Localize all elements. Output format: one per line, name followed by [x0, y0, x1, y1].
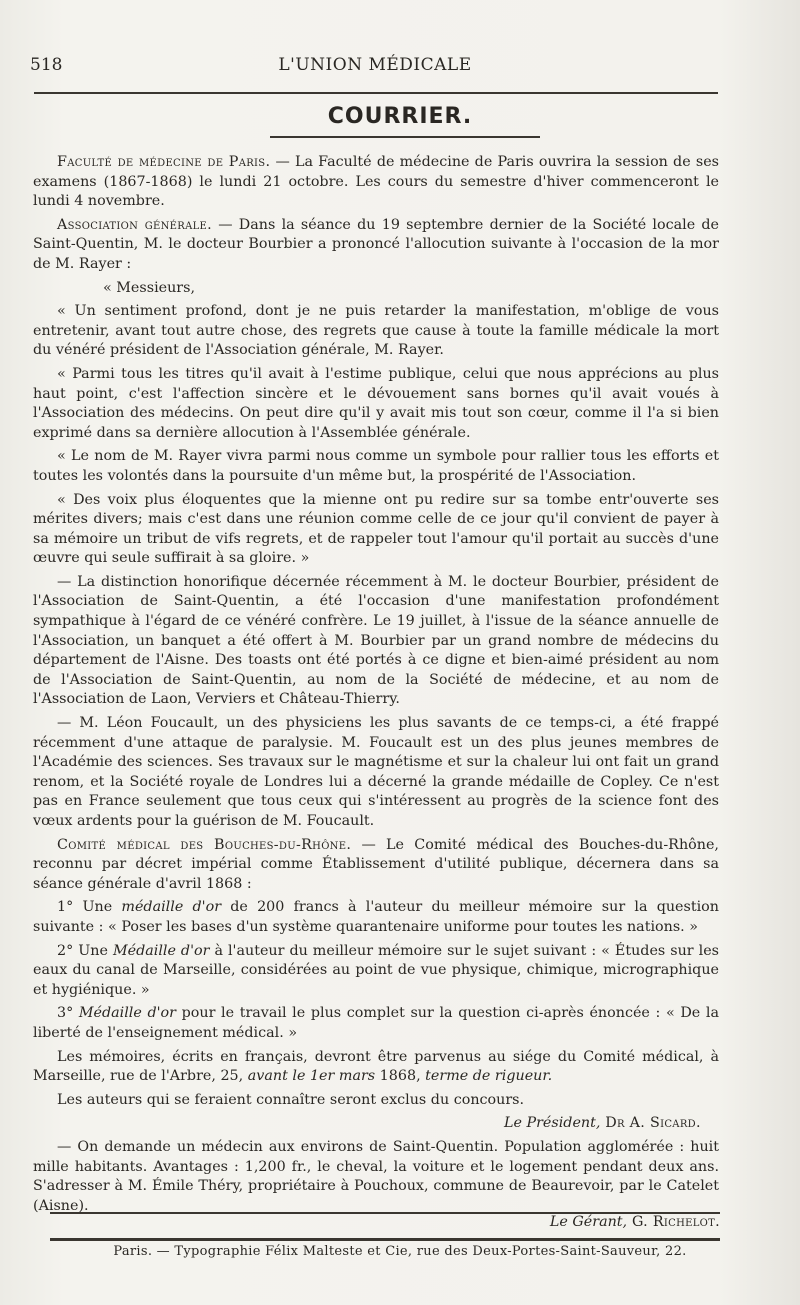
text-italic: Médaille d'or: [112, 942, 210, 959]
paragraph-bourbier: — La distinction honorifique décernée récemment à M. le docteur Bourbier, président de l'Association de Saint-Quentin, a été l'occasion d'une manifestation profondément sympathique à l'égard de ce vénéré confrère. Le 19 juillet, à l'issue de la séance annuelle de l'Association, un banquet a été offert à M. Bourbier par un grand nombre de médecins du département de l'Aisne. Des toasts ont été portés à ce digne et bien-aimé président au nom de l'Association de Saint-Quentin, au nom de la Société de médecine, et au nom de l'Association de Laon, Verviers et Château-Thierry.: [33, 573, 719, 708]
paragraph-memoires: [33, 1048, 719, 1087]
paragraph-prize-1: [33, 898, 719, 937]
paragraph-comite: [33, 836, 719, 895]
footer-double-rule: [50, 1238, 720, 1241]
text-italic: Médaille d'or: [78, 1005, 176, 1022]
text-italic: Le Président,: [503, 1115, 601, 1132]
text: à l'auteur du meilleur mémoire sur le sujet suivant : « Études sur les eaux du canal de Marseille, considérées au point de vue physique, chimique, micrographique et hygiénique. »: [33, 942, 719, 998]
paragraph-prize-3: [33, 1004, 719, 1043]
signature-president: [33, 1114, 719, 1134]
text-italic: Le Gérant,: [549, 1214, 628, 1230]
text: 3°: [57, 1005, 79, 1022]
section-title: COURRIER.: [327, 104, 473, 129]
text-italic: médaille d'or: [121, 899, 222, 916]
paragraph-prize-2: [33, 942, 719, 1001]
paragraph-salutation: « Messieurs,: [103, 279, 196, 296]
paragraph-lead: Faculté de médecine de Paris.: [57, 154, 271, 170]
title-rule: [270, 136, 540, 138]
paragraph-speech-4: « Des voix plus éloquentes que la mienne ont pu redire sur sa tombe entr'ouverte ses mérites divers; mais c'est dans une réunion comme celle de ce jour qu'il convient de payer à sa mémoire un tribut de vifs regrets, et de rappeler tout l'amour qu'il portait au succès d'une œuvre qui seule suffirait à sa gloire. »: [33, 491, 719, 567]
text: pour le travail le plus complet sur la question ci-après énoncée : « De la liberté de l'enseignement médical. »: [33, 1005, 719, 1041]
text: 1868,: [375, 1068, 426, 1085]
text: 1° Une: [57, 899, 122, 916]
paragraph-association: [33, 216, 719, 275]
text: Dr A. Sicard.: [600, 1115, 701, 1132]
footer-gerant: [550, 1214, 720, 1230]
page-header: [30, 55, 720, 85]
imprint: Paris. — Typographie Félix Malteste et Cie, rue des Deux-Portes-Saint-Sauveur, 22.: [113, 1244, 687, 1259]
page-number: 518: [30, 55, 63, 75]
text-italic: avant le 1er mars: [247, 1068, 376, 1085]
text: G. Richelot.: [627, 1214, 720, 1230]
text-italic: terme de rigueur.: [425, 1068, 553, 1085]
text: Les mémoires, écrits en français, devront être parvenus au siége du Comité médical, à Marseille, rue de l'Arbre, 25,: [33, 1048, 719, 1085]
paragraph-speech-2: « Parmi tous les titres qu'il avait à l'estime publique, celui que nous apprécions au plus haut point, c'est l'affection sincère et le dévouement sans bornes qu'il avait voués à l'Association des médecins. On peut dire qu'il y avait mis tout son cœur, comme il l'a si bien exprimé dans sa dernière allocution à l'Assemblée générale.: [33, 365, 719, 441]
header-rule: [34, 92, 718, 94]
paragraph-annonce: — On demande un médecin aux environs de Saint-Quentin. Population agglomérée : huit mille habitants. Avantages : 1,200 fr., le cheval, la voiture et le logement pendant deux ans. S'adresser à M. Émile Théry, propriétaire à Pouchoux, commune de Beaurevoir, par le Catelet (Aisne).: [33, 1138, 719, 1214]
paragraph-text: — La Faculté de médecine de Paris ouvrira la session de ses examens (1867-1868) le lundi 21 octobre. Les cours du semestre d'hiver commenceront le lundi 4 novembre.: [33, 154, 719, 210]
paragraph-exclusion: Les auteurs qui se feraient connaître seront exclus du concours.: [57, 1091, 525, 1108]
paragraph-text: — Le Comité médical des Bouches-du-Rhône, reconnu par décret impérial comme Établissement d'utilité publique, décernera dans sa séance générale d'avril 1868 :: [33, 836, 719, 892]
paragraph-faculte: [33, 153, 719, 212]
text: 2° Une: [57, 942, 113, 959]
text: de 200 francs à l'auteur du meilleur mémoire sur la question suivante : « Poser les bases d'un système quarantenaire uniforme pour toutes les nations. »: [33, 899, 719, 935]
paragraph-text: — Dans la séance du 19 septembre dernier de la Société locale de Saint-Quentin, M. le docteur Bourbier a prononcé l'allocution suivante à l'occasion de la mor de M. Rayer :: [33, 216, 720, 272]
paragraph-lead: Association générale.: [57, 216, 213, 233]
article-body: [33, 153, 719, 1220]
running-head: L'UNION MÉDICALE: [278, 55, 472, 75]
paragraph-speech-1: « Un sentiment profond, dont je ne puis retarder la manifestation, m'oblige de vous entretenir, avant tout autre chose, des regrets que cause à toute la famille médicale la mort du vénéré président de l'Association générale, M. Rayer.: [33, 303, 719, 359]
paragraph-lead: Comité médical des Bouches-du-Rhône.: [57, 836, 352, 853]
paragraph-speech-3: « Le nom de M. Rayer vivra parmi nous comme un symbole pour rallier tous les efforts et toutes les volontés dans la poursuite d'un même but, la prospérité de l'Association.: [33, 448, 719, 484]
paragraph-foucault: — M. Léon Foucault, un des physiciens les plus savants de ce temps-ci, a été frappé récemment d'une attaque de paralysie. M. Foucault est un des plus jeunes membres de l'Académie des sciences. Ses travaux sur le magnétisme et sur la chaleur lui ont fait un grand renom, et la Société royale de Londres lui a décerné la grande médaille de Copley. Ce n'est pas en France seulement que tous ceux qui s'intéressent au progrès de la science font des vœux ardents pour la guérison de M. Foucault.: [33, 715, 719, 829]
